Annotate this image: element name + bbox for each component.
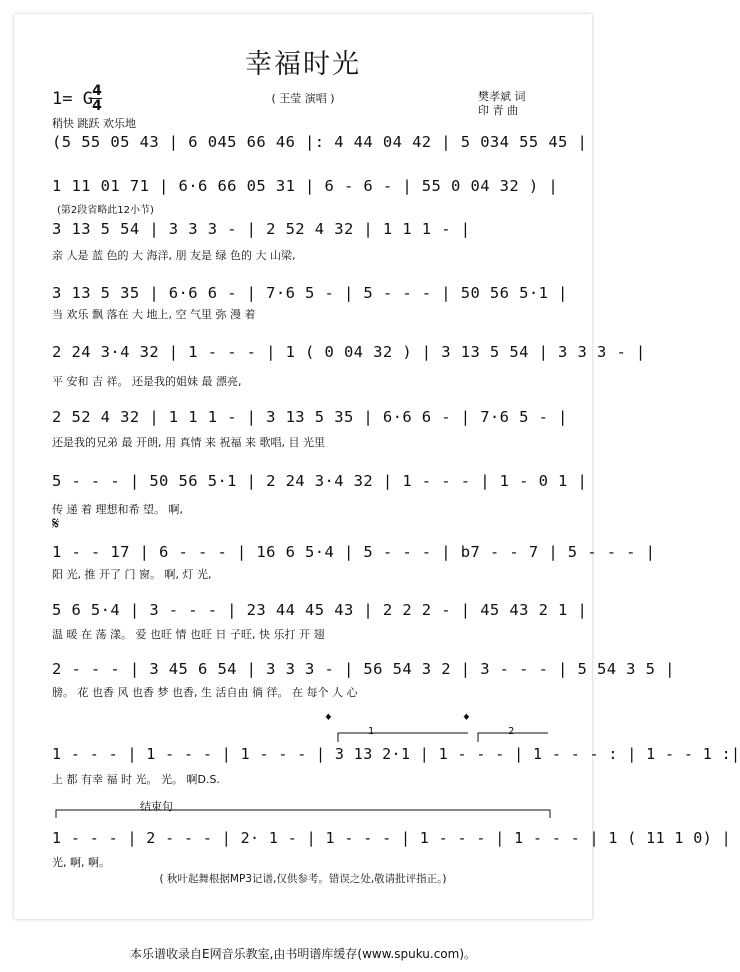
lyric-line-2: 当 欢乐 飘 落在 大 地上, 空 气里 弥 漫 着 [52,308,256,321]
lyric-line-9: 上 都 有幸 福 时 光。 光。 啊D.S. [52,773,220,786]
music-line-8: 1 - - 17 | 6 - - - | 16 6 5·4 | 5 - - - | b7 - - 7 | 5 - - - | [52,543,656,561]
music-line-4: 3 13 5 35 | 6·6 6 - | 7·6 5 - | 5 - - - | 50 56 5·1 | [52,284,568,302]
time-signature-top: 4 [92,83,102,99]
music-line-10: 2 - - - | 3 45 6 54 | 3 3 3 - | 56 54 3 2 | 3 - - - | 5 54 3 5 | [52,660,675,678]
lyric-line-10: 光, 啊, 啊。 [52,856,110,869]
coda-sign-2: 𝄌 [464,712,469,728]
volta-1-label: 1 [368,726,375,737]
music-line-6: 2 52 4 32 | 1 1 1 - | 3 13 5 35 | 6·6 6 - | 7·6 5 - | [52,408,568,426]
lyric-line-3: 平 安和 吉 祥。 还是我的姐妹 最 漂亮, [52,375,242,388]
composer-credit: 印 青 曲 [478,104,518,117]
lyric-line-6: 阳 光, 推 开了 门 窗。 啊, 灯 光, [52,568,212,581]
music-line-9: 5 6 5·4 | 3 - - - | 23 44 45 43 | 2 2 2 - | 45 43 2 1 | [52,601,588,619]
music-line-1: (5 55 05 43 | 6 045 66 46 |: 4 44 04 42 | 5 034 55 45 | [52,133,588,151]
volta-1-bracket [338,733,468,742]
lyric-line-5: 传 递 着 理想和希 望。 啊, [52,503,183,516]
key-signature: 1= G [52,89,93,109]
repeat-note: (第2段省略此12小节) [57,205,154,216]
coda-sign-1: 𝄌 [326,712,331,728]
source-credit: 本乐谱收录自E网音乐教室,由书明谱库缓存(www.spuku.com)。 [129,947,477,961]
footnote: ( 秋叶起舞根据MP3记谱,仅供参考。错误之处,敬请批评指正。) [159,873,447,885]
lyric-line-7: 温 暖 在 荡 漾。 爱 也旺 情 也旺 日 子旺, 快 乐打 开 翅 [52,628,325,641]
segno-sign: 𝄋 [52,514,60,534]
time-signature-bottom: 4 [92,98,102,114]
music-line-2: 1 11 01 71 | 6·6 66 05 31 | 6 - 6 - | 55 0 04 32 ) | [52,177,559,195]
music-line-7: 5 - - - | 50 56 5·1 | 2 24 3·4 32 | 1 - - - | 1 - 0 1 | [52,472,588,490]
volta-2-label: 2 [508,726,515,737]
lyric-line-8: 膀。 花 也香 风 也香 梦 也香, 生 活自由 徜 徉。 在 每个 人 心 [52,686,358,699]
tempo-marking: 稍快 跳跃 欢乐地 [52,117,136,130]
song-title: 幸福时光 [245,49,361,80]
volta-2-bracket [478,733,548,742]
singer-credit: ( 王莹 演唱 ) [271,92,335,105]
music-line-11: 1 - - - | 1 - - - | 1 - - - | 3 13 2·1 | 1 - - - | 1 - - - : | 1 - - 1 :| [52,745,740,763]
music-line-3: 3 13 5 54 | 3 3 3 - | 2 52 4 32 | 1 1 1 - | [52,220,471,238]
lyric-line-1: 亲 人是 蓝 色的 大 海洋, 朋 友是 绿 色的 大 山梁, [52,249,296,262]
ending-label: 结束句 [140,800,173,813]
lyric-line-4: 还是我的兄弟 最 开朗, 用 真情 来 祝福 来 歌唱, 目 光里 [52,436,325,449]
lyricist-credit: 樊孝斌 词 [478,90,526,103]
ending-bracket [56,810,550,818]
music-line-12: 1 - - - | 2 - - - | 2· 1 - | 1 - - - | 1 - - - | 1 - - - | 1 ( 11 1 0) | [52,829,732,847]
music-line-5: 2 24 3·4 32 | 1 - - - | 1 ( 0 04 32 ) | 3 13 5 54 | 3 3 3 - | [52,343,646,361]
